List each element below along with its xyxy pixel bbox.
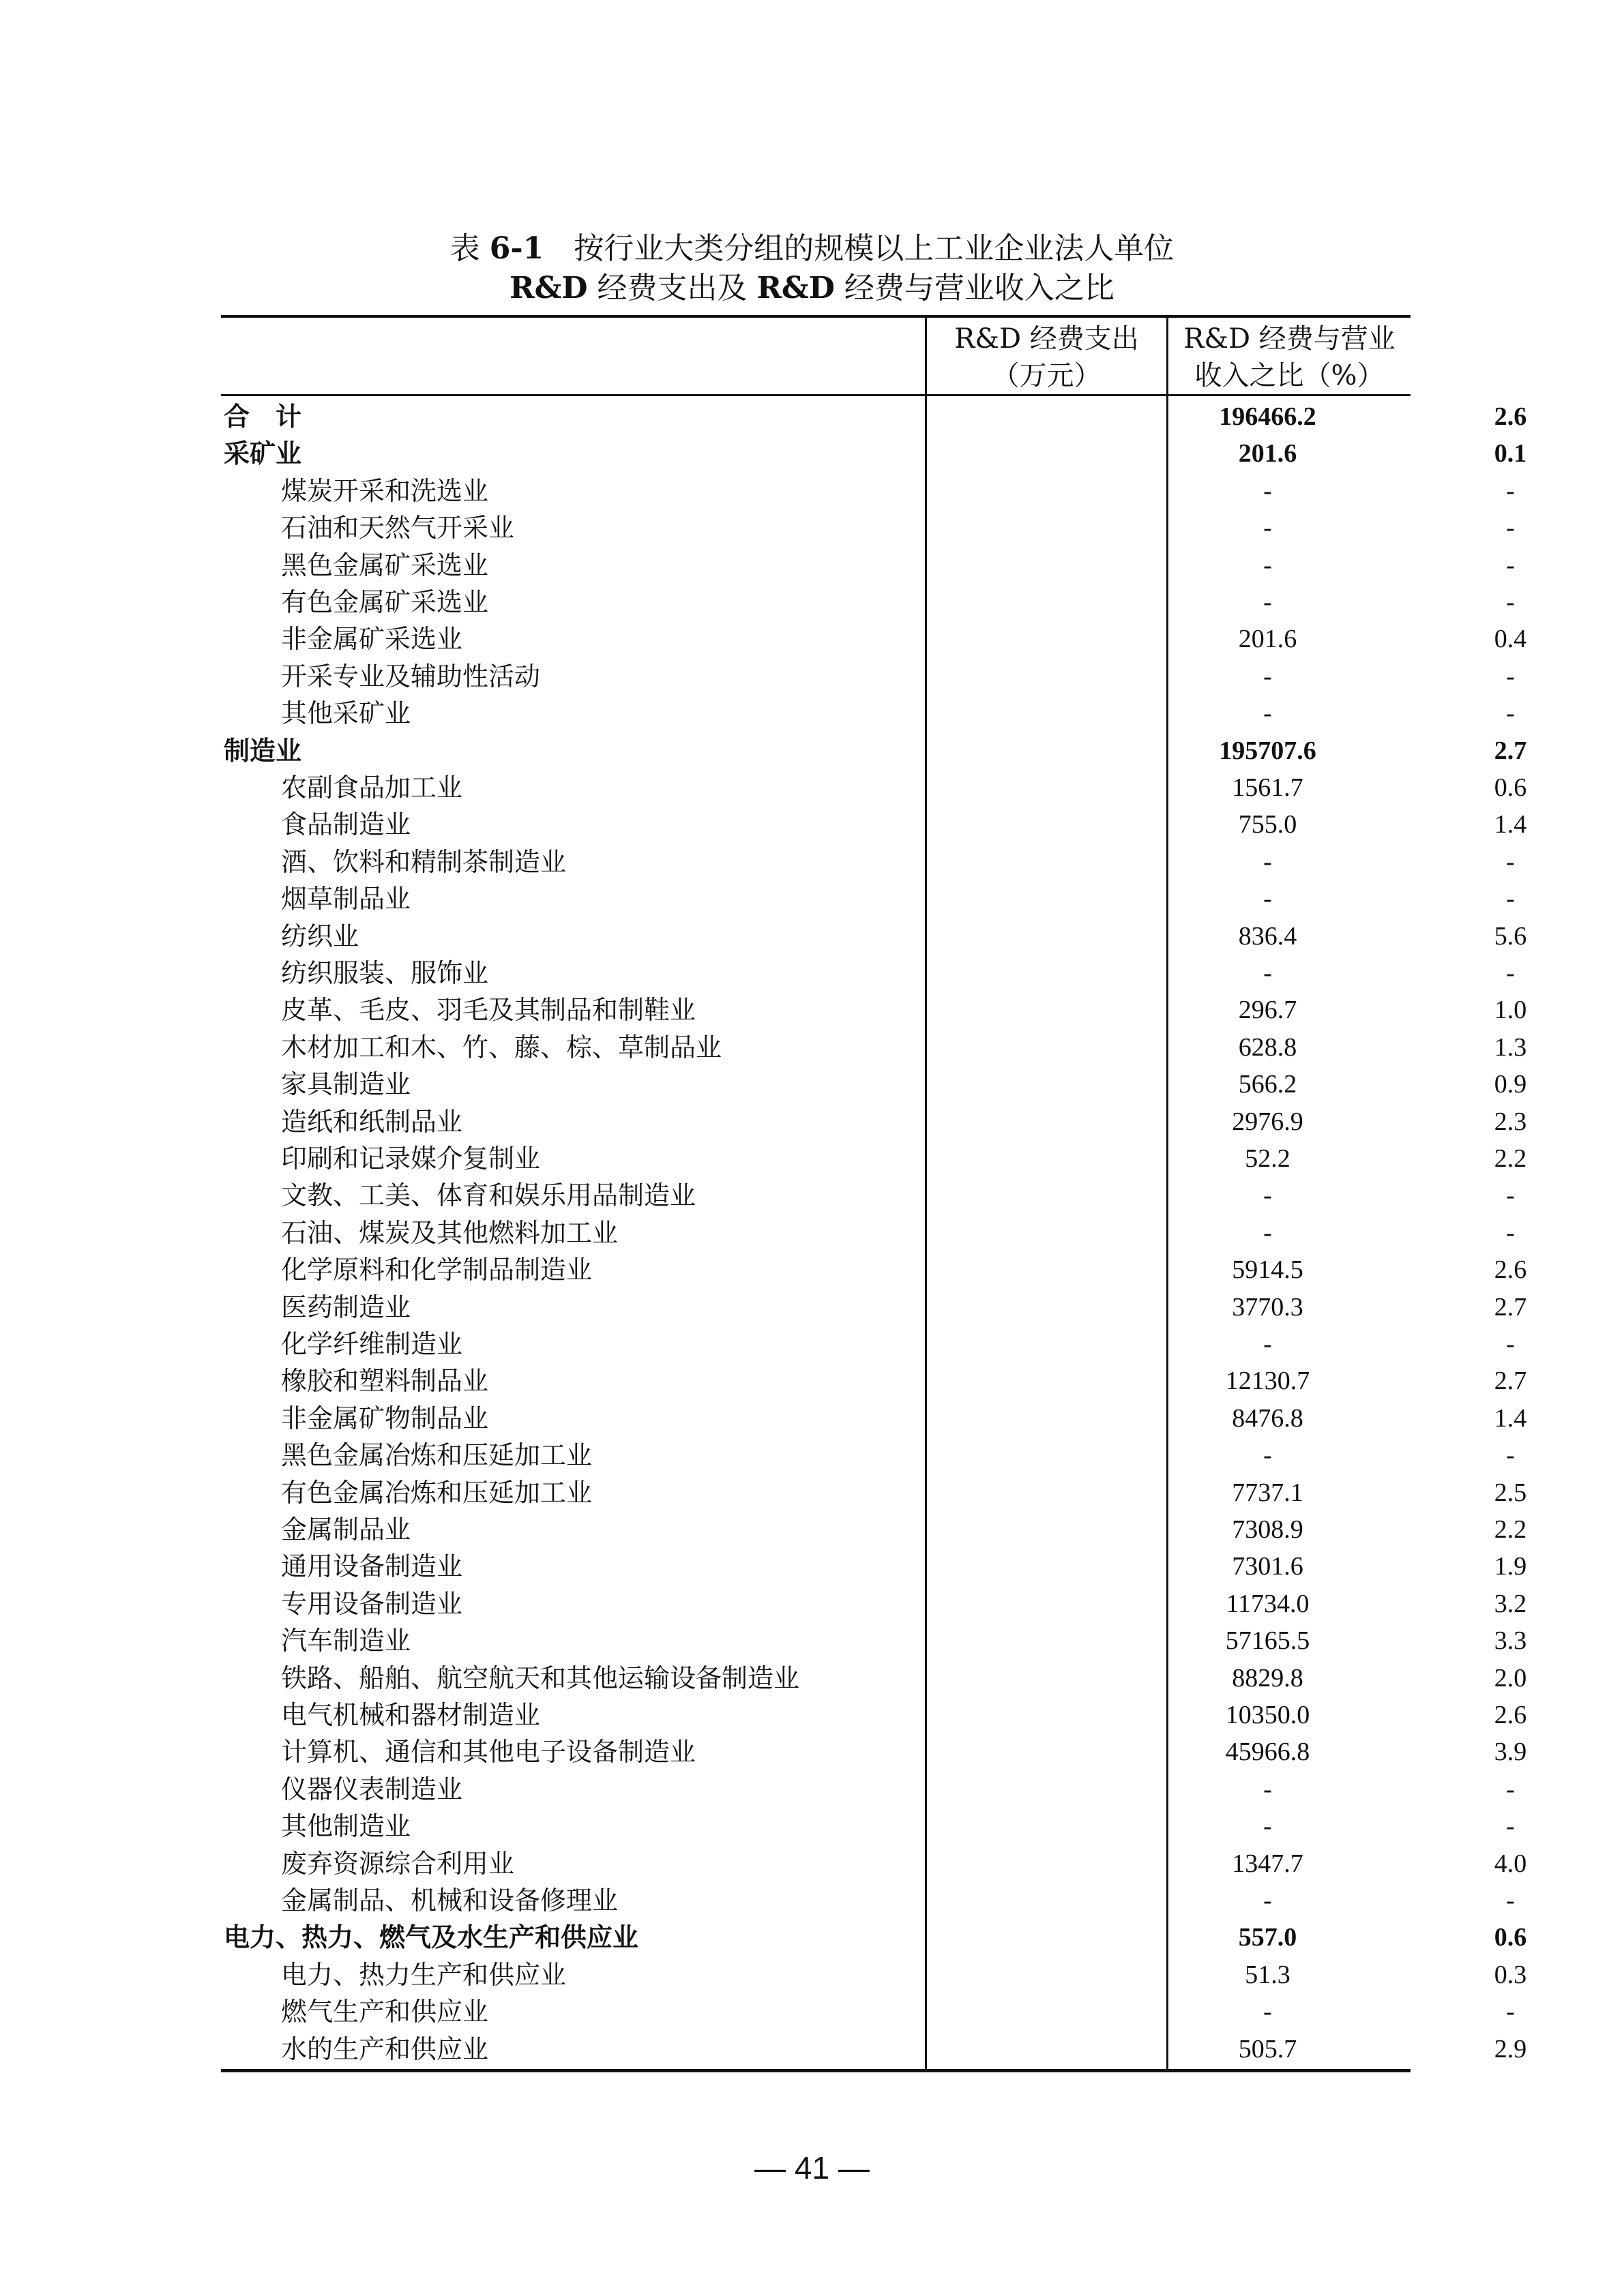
rd-ratio-value: -: [1506, 550, 1515, 580]
rd-expenditure-value: -: [1263, 588, 1272, 616]
rd-ratio-value: 4.0: [1494, 1849, 1527, 1878]
table-row: [221, 1660, 1527, 1697]
row-label: 食品制造业: [281, 809, 411, 840]
rd-expenditure-value: -: [1263, 1441, 1272, 1470]
table-row: [221, 1140, 1527, 1177]
row-label: 化学纤维制造业: [281, 1329, 463, 1359]
table-row: [221, 1214, 1515, 1251]
row-label: 其他采矿业: [281, 698, 411, 729]
rd-expenditure-value: 8829.8: [1232, 1663, 1303, 1693]
rd-ratio-value: 0.6: [1494, 773, 1527, 802]
table-row: [221, 1251, 1527, 1288]
row-label: 燃气生产和供应业: [281, 1997, 489, 2027]
table-row: [221, 509, 1515, 546]
row-label: 印刷和记录媒介复制业: [281, 1144, 541, 1174]
rd-ratio-value: -: [1506, 1812, 1515, 1841]
rd-expenditure-value: 557.0: [1238, 1923, 1297, 1952]
rd-expenditure-value: -: [1263, 1218, 1272, 1247]
rd-ratio-value: -: [1506, 1774, 1515, 1804]
table-row: [221, 547, 1515, 584]
row-label: 石油和天然气开采业: [281, 513, 515, 543]
rd-ratio-value: 2.2: [1494, 1144, 1527, 1173]
rd-ratio-value: 0.4: [1494, 625, 1527, 654]
row-label: 酒、饮料和精制茶制造业: [281, 846, 567, 877]
rd-expenditure-value: -: [1263, 884, 1272, 914]
row-label: 纺织业: [281, 921, 359, 951]
rd-expenditure-value: -: [1263, 1330, 1272, 1358]
row-label: 仪器仪表制造业: [281, 1774, 463, 1804]
rd-ratio-value: 2.7: [1494, 736, 1527, 765]
table-row: [221, 435, 1527, 472]
rd-ratio-value: 2.5: [1494, 1478, 1527, 1507]
rd-expenditure-value: 51.3: [1245, 1960, 1290, 1989]
table-row: [221, 1956, 1527, 1993]
table-row: [221, 1177, 1515, 1214]
rd-expenditure-value: 196466.2: [1219, 402, 1316, 431]
table-row: [221, 1808, 1515, 1845]
rd-ratio-value: 2.0: [1494, 1663, 1527, 1693]
table-row: [221, 584, 1515, 621]
rd-expenditure-value: 3770.3: [1232, 1292, 1303, 1322]
rd-ratio-value: -: [1506, 476, 1515, 505]
rd-expenditure-value: -: [1263, 1774, 1272, 1804]
row-label: 造纸和纸制品业: [281, 1106, 463, 1137]
table-row: [221, 1919, 1527, 1956]
rd-ratio-value: -: [1506, 661, 1515, 691]
table-row: [221, 658, 1515, 695]
rd-ratio-value: -: [1506, 884, 1515, 914]
rd-ratio-value: 0.1: [1494, 439, 1527, 468]
rd-expenditure-value: 1561.7: [1232, 773, 1303, 802]
rd-expenditure-value: -: [1263, 699, 1272, 728]
table-bottom-rule: [221, 2069, 1411, 2072]
row-label: 金属制品业: [281, 1515, 411, 1545]
rd-ratio-value: 3.9: [1494, 1738, 1527, 1767]
table-row: [221, 1400, 1527, 1437]
title-line-1: 表 6-1 按行业大类分组的规模以上工业企业法人单位: [449, 231, 1175, 266]
table-row: [221, 1733, 1527, 1770]
rd-expenditure-value: -: [1263, 1812, 1272, 1841]
rd-ratio-value: -: [1506, 1997, 1515, 2027]
table-row: [221, 1362, 1527, 1399]
table-row: [221, 1066, 1527, 1103]
table-row: [221, 1771, 1515, 1808]
row-label: 电力、热力、燃气及水生产和供应业: [224, 1922, 639, 1953]
table-row: [221, 806, 1527, 843]
row-label: 水的生产和供应业: [281, 2033, 489, 2064]
table-row: [221, 918, 1527, 955]
rd-ratio-value: 2.6: [1494, 1701, 1527, 1729]
rd-expenditure-value: -: [1263, 550, 1272, 580]
table-row: [221, 732, 1527, 769]
rd-expenditure-value: 566.2: [1238, 1070, 1297, 1099]
row-label: 有色金属冶炼和压延加工业: [281, 1477, 593, 1508]
row-label: 专用设备制造业: [281, 1588, 463, 1619]
row-label: 采矿业: [224, 438, 302, 469]
rd-ratio-value: -: [1506, 1218, 1515, 1247]
table-row: [221, 1326, 1515, 1362]
row-label: 木材加工和木、竹、藤、棕、草制品业: [281, 1032, 722, 1062]
rd-expenditure-value: -: [1263, 1997, 1272, 2027]
rd-ratio-value: -: [1506, 699, 1515, 728]
rd-expenditure-value: -: [1263, 661, 1272, 691]
rd-expenditure-value: 7308.9: [1232, 1515, 1303, 1544]
rd-ratio-value: 1.3: [1494, 1032, 1527, 1062]
row-label: 通用设备制造业: [281, 1551, 463, 1582]
table-row: [221, 1103, 1527, 1140]
rd-expenditure-value: 45966.8: [1225, 1738, 1310, 1767]
row-label: 非金属矿采选业: [281, 624, 463, 655]
rd-ratio-value: 0.6: [1494, 1923, 1527, 1952]
rd-expenditure-value: -: [1263, 513, 1272, 543]
row-label: 医药制造业: [281, 1292, 411, 1322]
row-label: 黑色金属矿采选业: [281, 550, 489, 580]
row-label: 电气机械和器材制造业: [281, 1700, 541, 1730]
table-row: [221, 1548, 1527, 1585]
table-row: [221, 398, 1527, 435]
row-label: 电力、热力生产和供应业: [281, 1959, 567, 1990]
table-row: [221, 2031, 1527, 2068]
title-line-2: R&D 经费支出及 R&D 经费与营业收入之比: [510, 271, 1114, 305]
table-row: [221, 1029, 1527, 1066]
rd-ratio-value: 1.4: [1494, 810, 1527, 839]
rd-ratio-value: -: [1506, 588, 1515, 616]
table-row: [221, 1474, 1527, 1511]
row-label: 煤炭开采和洗选业: [281, 475, 489, 506]
rd-ratio-value: 3.2: [1494, 1589, 1527, 1618]
table-row: [221, 955, 1515, 992]
row-label: 非金属矿物制品业: [281, 1403, 489, 1433]
rd-expenditure-value: 10350.0: [1225, 1701, 1310, 1729]
row-label: 化学原料和化学制品制造业: [281, 1255, 593, 1285]
rd-expenditure-value: 755.0: [1238, 810, 1297, 839]
rd-expenditure-value: 8476.8: [1232, 1403, 1303, 1433]
row-label: 文教、工美、体育和娱乐用品制造业: [281, 1180, 696, 1211]
table-row: [221, 992, 1527, 1028]
rd-ratio-value: -: [1506, 1181, 1515, 1210]
rd-expenditure-value: 7301.6: [1232, 1552, 1303, 1581]
row-label: 皮革、毛皮、羽毛及其制品和制鞋业: [281, 995, 696, 1026]
rd-expenditure-value: 201.6: [1238, 439, 1297, 468]
table-title: [0, 229, 1624, 308]
rd-expenditure-value: 505.7: [1238, 2034, 1297, 2063]
rd-ratio-value: -: [1506, 959, 1515, 987]
rd-ratio-value: 2.7: [1494, 1292, 1527, 1322]
rd-expenditure-value: -: [1263, 476, 1272, 505]
rd-ratio-value: -: [1506, 1441, 1515, 1470]
rd-expenditure-value: 11734.0: [1226, 1589, 1310, 1618]
row-label: 铁路、船舶、航空航天和其他运输设备制造业: [281, 1663, 800, 1693]
rd-expenditure-value: -: [1263, 1886, 1272, 1915]
rd-expenditure-value: 7737.1: [1232, 1478, 1303, 1507]
table-row: [221, 880, 1515, 917]
table-row: [221, 1697, 1527, 1733]
rd-ratio-value: 1.4: [1494, 1403, 1527, 1433]
row-label: 石油、煤炭及其他燃料加工业: [281, 1217, 619, 1248]
row-label: 黑色金属冶炼和压延加工业: [281, 1440, 593, 1471]
table-header-rule: [221, 394, 1411, 396]
rd-expenditure-value: 628.8: [1238, 1032, 1297, 1062]
row-label: 农副食品加工业: [281, 773, 463, 803]
table-row: [221, 1437, 1515, 1474]
page-number: — 41 —: [754, 2150, 870, 2186]
rd-expenditure-value: -: [1263, 959, 1272, 987]
rd-ratio-value: 2.2: [1494, 1515, 1527, 1544]
header-rd-expenditure: R&D 经费支出 （万元）: [954, 323, 1139, 391]
rd-expenditure-value: 836.4: [1238, 921, 1297, 951]
row-label: 有色金属矿采选业: [281, 587, 489, 617]
table-row: [221, 1882, 1515, 1919]
table-row: [221, 1585, 1527, 1622]
rd-expenditure-value: -: [1263, 1181, 1272, 1210]
table-row: [221, 695, 1515, 732]
rd-expenditure-value: 12130.7: [1225, 1367, 1310, 1396]
rd-ratio-value: 1.9: [1494, 1552, 1527, 1581]
rd-expenditure-value: 1347.7: [1232, 1849, 1303, 1878]
table-top-rule: [221, 315, 1411, 318]
rd-expenditure-value: 5914.5: [1232, 1255, 1303, 1285]
rd-ratio-value: -: [1506, 1330, 1515, 1358]
table-row: [221, 473, 1515, 509]
rd-ratio-value: 2.6: [1494, 402, 1527, 431]
rd-ratio-value: 2.9: [1494, 2034, 1527, 2063]
rd-ratio-value: 2.6: [1494, 1255, 1527, 1285]
rd-ratio-value: -: [1506, 1886, 1515, 1915]
table-row: [221, 621, 1527, 657]
row-label: 汽车制造业: [281, 1626, 411, 1656]
rd-expenditure-value: 52.2: [1245, 1144, 1290, 1173]
row-label: 金属制品、机械和设备修理业: [281, 1885, 619, 1915]
row-label: 制造业: [224, 734, 302, 766]
rd-ratio-value: 5.6: [1494, 921, 1527, 951]
rd-ratio-value: -: [1506, 513, 1515, 543]
row-label: 家具制造业: [281, 1069, 411, 1100]
rd-expenditure-value: 296.7: [1238, 996, 1297, 1025]
table-row: [221, 1622, 1527, 1659]
rd-expenditure-value: 201.6: [1238, 625, 1297, 654]
row-label: 烟草制品业: [281, 884, 411, 914]
table-row: [221, 1993, 1515, 2030]
rd-expenditure-value: 57165.5: [1225, 1626, 1310, 1656]
row-label: 橡胶和塑料制品业: [281, 1366, 489, 1397]
row-label: 计算机、通信和其他电子设备制造业: [281, 1737, 696, 1768]
header-rd-ratio: R&D 经费与营业 收入之比（%）: [1183, 323, 1396, 391]
table-row: [221, 1289, 1527, 1326]
rd-ratio-value: 2.3: [1494, 1107, 1527, 1136]
table-row: [221, 844, 1515, 880]
row-label: 纺织服装、服饰业: [281, 958, 489, 988]
rd-ratio-value: 0.3: [1494, 1960, 1527, 1989]
rd-ratio-value: 0.9: [1494, 1070, 1527, 1099]
rd-expenditure-value: -: [1263, 847, 1272, 876]
rd-ratio-value: 3.3: [1494, 1626, 1527, 1656]
table-row: [221, 769, 1527, 806]
rd-ratio-value: -: [1506, 847, 1515, 876]
row-label: 开采专业及辅助性活动: [281, 661, 541, 691]
rd-ratio-value: 2.7: [1494, 1367, 1527, 1396]
row-label: 其他制造业: [281, 1811, 411, 1842]
table-row: [221, 1511, 1527, 1548]
rd-expenditure-value: 2976.9: [1232, 1107, 1303, 1136]
row-label: 废弃资源综合利用业: [281, 1848, 515, 1879]
row-label: 合 计: [224, 401, 302, 432]
rd-ratio-value: 1.0: [1494, 996, 1527, 1025]
rd-expenditure-value: 195707.6: [1219, 736, 1316, 765]
table-row: [221, 1845, 1527, 1882]
